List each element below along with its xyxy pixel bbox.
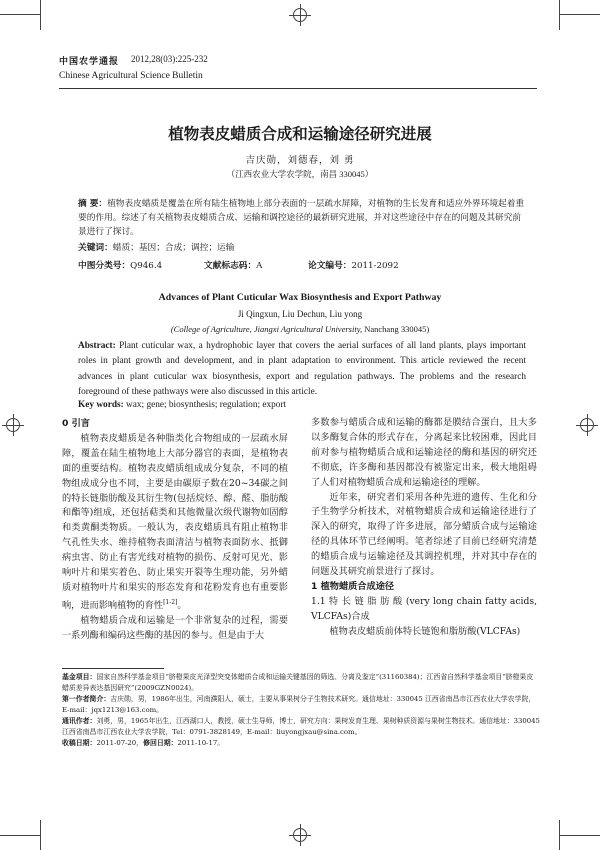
english-title: Advances of Plant Cuticular Wax Biosynthesis and Export Pathway xyxy=(158,292,442,303)
crop-mark xyxy=(40,820,41,850)
paragraph: 植物表皮蜡质是各种脂类化合物组成的一层疏水屏障，覆盖在陆生植物地上大部分器官的表面，是植物表面的重要结构。植物表皮蜡质组成成分复杂，不同的植物组成成分也不同，主要是由碳原子数在20~34碳之间的特长链脂肪酸及其衍生物(包括烷烃、醇、醛、脂肪酸和酯等)组成，还包括萜类和其他微量次级代谢物如固醇和类黄酮类物质。一般认为，表皮蜡质具有阻止植物非气孔性失水、维持植物表面清洁与植物表面防水、抵御病虫害、防止有害光线对植物的损伤、反射可见光、影响叶片和果实着色、防止果实开裂等生理功能，另外蜡质对植物叶片和果实的形态发育和花粉发育也有重要影响，进而影响植物的育性[1-2]。 xyxy=(62,432,288,611)
paragraph: 多数参与蜡质合成和运输的酶都是膜结合蛋白，且大多以多酶复合体的形式存在，分离起来比较困难，因此目前对参与植物蜡质合成和运输途径的酶和基因的研究还不彻底，许多酶和基因都没有被鉴定出来，极大地阻碍了人们对植物蜡质合成和运输途径的理解。 xyxy=(311,417,537,488)
body-left-column xyxy=(62,417,288,644)
registration-mark-right xyxy=(580,418,594,432)
affiliation: （江西农业大学农学院，南昌 330045） xyxy=(226,169,374,179)
paper-title: 植物表皮蜡质合成和运输途径研究进展 xyxy=(168,125,432,143)
clc-number: 中图分类号：Q946.4 xyxy=(78,261,163,271)
crop-mark xyxy=(40,0,41,30)
paragraph: 近年来，研究者们采用各种先进的遗传、生化和分子生物学分析技术，对植物蜡质合成和运输途径进行了深入的研究，取得了许多进展，部分蜡质合成与运输途径的具体环节已经阐明。笔者综述了目前已经研究清楚的蜡质合成与运输途径及其调控机理，并对其中存在的问题及其研究前景进行了探讨。 xyxy=(311,491,537,578)
crop-mark xyxy=(560,835,600,836)
keywords-en-text: wax; gene; biosynthesis; regulation; export xyxy=(126,400,287,410)
subsection-heading-1-1: 1.1 特 长 链 脂 肪 酸 (very long chain fatty acids, VLCFAs)合成 xyxy=(311,595,537,622)
journal-name: 中国农学通报 xyxy=(59,57,120,67)
english-affiliation: (College of Agriculture, Jiangxi Agricultural University, Nanchang 330045) xyxy=(170,324,430,334)
journal-citation: 2012,28(03):225-232 xyxy=(131,54,208,64)
keywords-en-label: Key words: xyxy=(78,400,124,410)
footnotes xyxy=(62,672,540,749)
section-heading-1: 1 植物蜡质合成途径 xyxy=(311,580,395,592)
registration-mark-bottom xyxy=(293,828,307,842)
keywords-cn-label: 关键词： xyxy=(78,243,113,253)
abstract-en-label: Abstract: xyxy=(78,341,116,351)
crop-mark xyxy=(0,14,40,15)
crop-mark xyxy=(559,820,560,850)
paragraph: 植物表皮蜡质前体特长链饱和脂肪酸(VLCFAs) xyxy=(329,625,521,637)
abstract-en xyxy=(78,339,526,400)
registration-mark-top xyxy=(293,8,307,22)
footnote-fund: 基金项目：国家自然科学基金项目“脐橙果皮光泽型突变体蜡质合成和运输关键基因的筛选、分离及鉴定”(31160384)；江西省自然科学基金项目“脐橙果皮蜡质差异表达基因研究”(2009GZN0024)。 xyxy=(62,673,534,692)
abstract-cn xyxy=(78,197,526,239)
paper-number: 论文编号：2011-2092 xyxy=(308,261,399,271)
footnote-first-author: 第一作者简介：吉庆勋，男，1986年出生，河南濮阳人，硕士，主要从事果树分子生物技术研究。通信地址：330045 江西省南昌市江西农业大学农学院，E-mail：jqx1213@163.com。 xyxy=(62,695,536,714)
footnote-corresponding-author: 通讯作者：刘勇，男，1965年出生，江西湖口人，教授，硕士生导师，博士，研究方向：果树发育生理、果树种质资源与果树生物技术。通信地址：330045江西省南昌市江西农业大学农学院，Tel：0791-3828149，E-mail：liuyongjxau@sina.com。 xyxy=(62,717,540,736)
journal-name-en: Chinese Agricultural Science Bulletin xyxy=(59,71,203,81)
registration-mark-left xyxy=(6,418,20,432)
citation-ref: [1-2] xyxy=(163,598,178,606)
document-code: 文献标志码：A xyxy=(204,261,263,271)
english-authors: Ji Qingxun, Liu Dechun, Liu yong xyxy=(237,309,363,319)
keywords-cn-text: 蜡质；基因；合成；调控；运输 xyxy=(112,243,235,253)
footnote-rule xyxy=(62,668,164,669)
footnote-dates: 收稿日期：2011-07-20，修回日期：2011-10-17。 xyxy=(62,739,225,747)
section-heading-intro: 0 引言 xyxy=(62,418,90,429)
keywords-cn xyxy=(78,241,234,253)
abstract-en-text: Plant cuticular wax, a hydrophobic layer that covers the aerial surfaces of all land plants, plays important roles in plant growth and development, and in plant adaptation to environment. This article reviewed the recent advances in plant cuticular wax biosynthesis, export and regulation pathways. The problems and the research foreground of these pathways were also discussed in this article. xyxy=(78,341,527,397)
header-rule xyxy=(59,88,537,89)
abstract-cn-text: 植物表皮蜡质是覆盖在所有陆生植物地上部分表面的一层疏水屏障，对植物的生长发育和适应外界环境起着重要的作用。综述了有关植物表皮蜡质合成、运输和调控途径的最新研究进展，并对这些途径中存在的问题及其研究前景进行了探讨。 xyxy=(78,199,525,237)
abstract-cn-label: 摘 要： xyxy=(78,199,108,209)
body-right-column xyxy=(311,416,537,640)
paragraph: 植物蜡质合成和运输是一个非常复杂的过程，需要一系列酶和编码这些酶的基因的参与。但是由于大 xyxy=(62,614,288,641)
crop-mark xyxy=(559,0,560,30)
keywords-en xyxy=(78,400,526,410)
crop-mark xyxy=(560,14,600,15)
crop-mark xyxy=(0,835,40,836)
authors: 吉庆勋，刘德春，刘 勇 xyxy=(245,155,355,166)
